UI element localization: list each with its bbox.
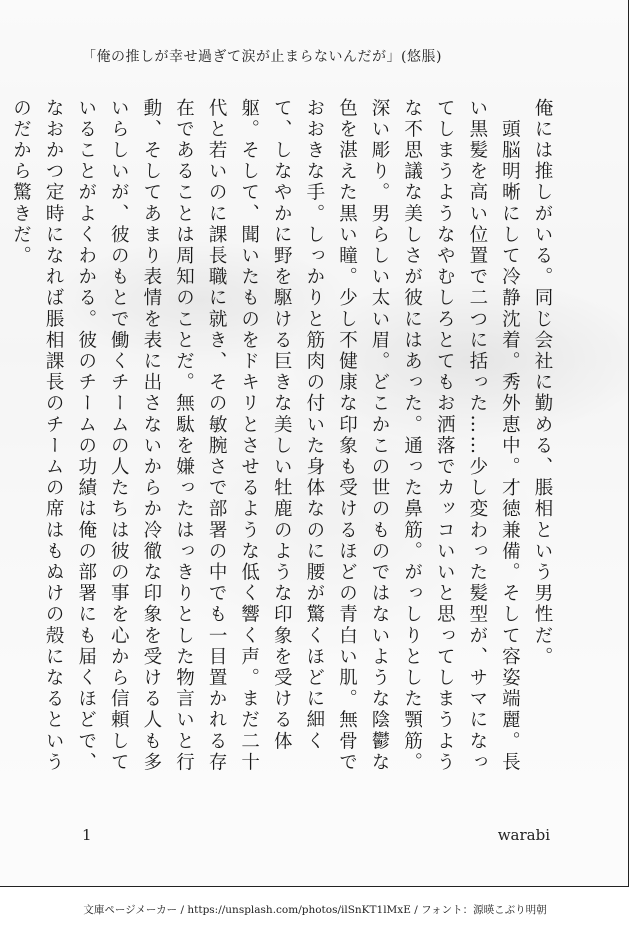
page-title: 「俺の推しが幸せ過ぎて涙が止まらないんだが」(悠脹) [82, 49, 442, 65]
page-number: 1 [82, 826, 92, 844]
author-name: warabi [497, 826, 550, 844]
credit-line: 文庫ページメーカー / https://unsplash.com/photos/ilSnKT1lMxE / フォント：源暎こぶり明朝 [83, 904, 547, 916]
body-text: 俺には推しがいる。同じ会社に勤める、脹相という男性だ。 頭脳明晰にして冷静沈着。秀外恵中。才徳兼備。そして容姿端麗。長い黒髪を高い位置で二つに括った……少し変わった髪型が、サマになってしまうようなやむしろとてもお洒落でカッコいいと思ってしまうような不思議な美しさが彼にはあった。通った鼻筋。がっしりとした顎筋。深い彫り。男らしい太い眉。どこかこの世のものではないような陰鬱な色を湛えた黒い瞳。少し不健康な印象も受けるほどの青白い肌。無骨でおおきな手。しっかりと筋肉の付いた身体なのに腰が驚くほどに細くて、しなやかに野を駆ける巨きな美しい牡鹿のような印象を受ける体躯。そして、聞いたものをドキリとさせるような低く響く声。まだ二十代と若いのに課長職に就き、その敏腕さで部署の中でも一目置かれる存在であることは周知のことだ。無駄を嫌ったはっきりとした物言いと行動、そしてあまり表情を表に出さないからか冷徹な印象を受ける人も多いらしいが、彼のもとで働くチームの人たちは彼の事を心から信頼していることがよくわかる。彼のチームの功績は俺の部署にも届くほどで、なおかつ定時になれば脹相課長のチームの席はもぬけの殻になるというのだから驚きだ。 [10, 98, 553, 774]
